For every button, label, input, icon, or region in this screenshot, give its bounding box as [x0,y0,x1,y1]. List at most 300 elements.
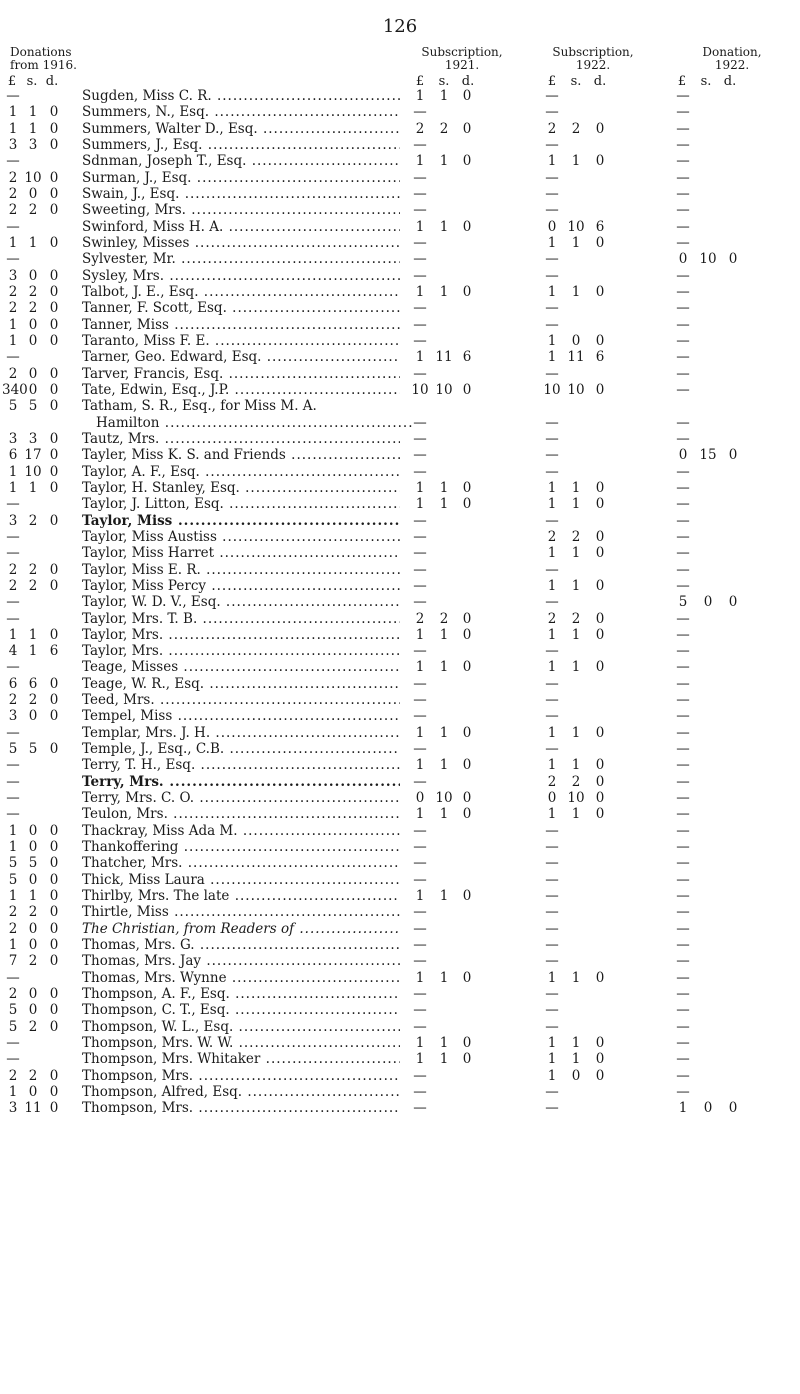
donation-1916-pounds: 2 [8,169,18,186]
subscription-1921-shillings: 1 [439,283,449,300]
subscription-1922-pounds: — [545,594,559,611]
donation-1916-pence: 0 [49,104,59,121]
subscriber-name: Teed, Mrs. ..... [82,692,400,708]
donation-1916-pounds: 7 [8,953,18,970]
subscription-1922-pounds: — [545,986,559,1003]
table-row [0,659,800,675]
subscription-1922-pounds: 1 [547,332,557,349]
subscription-1922-pence: 0 [595,234,605,251]
table-row [0,937,800,953]
subscription-1921-pounds: — [413,300,427,317]
subscription-1922-shillings: 10 [567,218,585,235]
subscription-1922-pence: 0 [595,724,605,741]
donation-1916-pounds: 2 [8,365,18,382]
subscriber-name: Tayler, Miss K. S. and Friends ..... [82,447,400,463]
subscription-1921-shillings: 1 [439,757,449,774]
table-row [0,627,800,643]
table-row [0,594,800,610]
subscriber-name: Swinley, Misses ..... [82,235,400,251]
subscriber-name: Thomas, Mrs. Wynne ..... [82,970,400,986]
subscription-1922-shillings: 2 [571,610,581,627]
donation-1922-pounds: 5 [678,594,688,611]
donation-1916-pence: 0 [49,316,59,333]
subscriber-name: Thompson, Mrs. ..... [82,1068,400,1084]
subscription-1921-pounds: — [413,447,427,464]
table-row [0,855,800,871]
donation-1916-shillings: 0 [28,381,38,398]
donation-1922-pounds: — [676,937,690,954]
subscriber-name: Thackray, Miss Ada M. ..... [82,823,400,839]
subscription-1922-pounds: 1 [547,806,557,823]
subscriber-name: Thick, Miss Laura ..... [82,872,400,888]
donation-1922-pounds: — [676,920,690,937]
subscription-1921-pounds: — [413,365,427,382]
subscription-1921-pounds: — [413,986,427,1003]
donation-1922-pounds: — [676,185,690,202]
table-row [0,529,800,545]
subscription-1922-pounds: 0 [547,790,557,807]
donation-1916-pence: 0 [49,855,59,872]
subscription-1921-pounds: — [413,414,427,431]
donation-1916-pounds: 3 [8,1100,18,1117]
table-row [0,692,800,708]
subscription-1922-pounds: — [545,202,559,219]
subscriber-name: Tarver, Francis, Esq. ..... [82,366,400,382]
donation-1922-pounds: — [676,675,690,692]
header-line: Donation, [702,45,762,59]
donation-1922-pounds: — [676,822,690,839]
table-row [0,806,800,822]
subscriber-name: Summers, N., Esq. ..... [82,104,400,120]
donation-1922-pounds: — [676,316,690,333]
subscription-1921-pence: 0 [462,610,472,627]
subscription-1922-pounds: — [545,708,559,725]
subscription-1922-pence: 0 [595,545,605,562]
table-row [0,153,800,169]
subscription-1921-shillings: 10 [435,381,453,398]
currency-header-sub-1921 [408,74,480,89]
donation-1922-pounds: — [676,479,690,496]
donation-1916-pounds: 2 [8,904,18,921]
subscription-1921-pounds: — [413,855,427,872]
donation-1916-pounds: — [6,496,20,513]
pounds-label: £ [415,74,425,89]
subscription-1921-pounds: 1 [415,659,425,676]
donation-1916-shillings: 0 [28,822,38,839]
shillings-label: s. [438,74,450,89]
donation-1916-pence: 0 [49,447,59,464]
donation-1916-pounds: 1 [8,120,18,137]
donation-1916-shillings: 0 [28,365,38,382]
subscription-1921-pounds: — [413,708,427,725]
subscription-1922-pence: 0 [595,283,605,300]
donation-1922-pounds: — [676,692,690,709]
table-row [0,921,800,937]
donation-1922-pounds: — [676,202,690,219]
subscription-1922-pounds: 1 [547,659,557,676]
subscription-1922-shillings: 1 [571,626,581,643]
subscription-1922-pounds: 1 [547,153,557,170]
subscription-1922-pounds: 1 [547,757,557,774]
donation-1916-pence: 0 [49,741,59,758]
subscription-1922-pounds: — [545,1084,559,1101]
subscription-1922-pence: 0 [595,496,605,513]
subscriber-name: Tempel, Miss ..... [82,708,400,724]
donation-1922-pounds: — [676,626,690,643]
subscription-1922-shillings: 2 [571,120,581,137]
table-row [0,202,800,218]
header-line: 1922. [575,58,611,72]
donation-1916-pence: 0 [49,675,59,692]
donation-1916-shillings: 11 [24,1100,42,1117]
table-row [0,757,800,773]
donation-1916-pounds: 1 [8,937,18,954]
subscription-1922-pounds: — [545,643,559,660]
table-row [0,398,800,414]
donation-1916-shillings: 2 [28,283,38,300]
subscription-1921-pence: 0 [462,659,472,676]
donation-1922-shillings: 0 [703,594,713,611]
donation-1922-pounds: — [676,757,690,774]
donation-1916-pounds: 1 [8,234,18,251]
donation-1922-pounds: — [676,136,690,153]
donation-1916-pence: 0 [49,986,59,1003]
subscription-1921-shillings: 1 [439,1051,449,1068]
subscription-1921-pounds: — [413,1002,427,1019]
table-row [0,1068,800,1084]
subscription-1922-pounds: — [545,169,559,186]
donation-1916-pence: 0 [49,479,59,496]
subscription-1922-pounds: — [545,136,559,153]
subscription-1922-shillings: 1 [571,1035,581,1052]
header-line: 1922. [714,58,750,72]
table-row [0,725,800,741]
subscriber-name: Thompson, Mrs. ..... [82,1100,400,1116]
donation-1916-pounds: 2 [8,920,18,937]
donation-1916-shillings: 1 [28,626,38,643]
shillings-label: s. [26,74,38,89]
subscriber-name: Tanner, Miss ..... [82,317,400,333]
subscription-1921-shillings: 1 [439,153,449,170]
donation-1922-pounds: — [676,986,690,1003]
donation-1922-pounds: — [676,806,690,823]
donation-1922-pounds: — [676,839,690,856]
subscription-1921-pence: 0 [462,153,472,170]
donation-1916-shillings: 0 [28,937,38,954]
subscription-1921-shillings: 1 [439,806,449,823]
shillings-label: s. [700,74,712,89]
subscriber-name: Thirtle, Miss ..... [82,904,400,920]
donation-1916-pence: 0 [49,1002,59,1019]
table-row [0,953,800,969]
donation-1916-shillings: 5 [28,855,38,872]
subscription-1921-shillings: 2 [439,610,449,627]
subscriber-name: Tarner, Geo. Edward, Esq. ..... [82,349,400,365]
subscription-1922-pounds: 1 [547,1035,557,1052]
subscription-1921-pence: 6 [462,349,472,366]
table-row [0,1084,800,1100]
header-donation-1922 [682,46,782,72]
subscriber-name: Terry, Mrs. ..... [82,774,400,790]
donation-1916-pence: 6 [49,643,59,660]
donation-1916-pence: 0 [49,398,59,415]
subscription-1922-pounds: 1 [547,577,557,594]
subscription-1922-pounds: — [545,920,559,937]
table-row [0,986,800,1002]
subscriber-name: Summers, Walter D., Esq. ..... [82,121,400,137]
subscription-1921-shillings: 1 [439,218,449,235]
donation-1916-pounds: — [6,545,20,562]
donation-1916-pounds: 5 [8,855,18,872]
table-row [0,578,800,594]
donation-1922-pounds: — [676,741,690,758]
donation-1916-pounds: 1 [8,822,18,839]
subscription-1922-pence: 6 [595,218,605,235]
subscription-1921-pence: 0 [462,283,472,300]
subscription-1921-pounds: 1 [415,757,425,774]
table-row [0,1019,800,1035]
subscription-1921-pounds: 1 [415,283,425,300]
donation-1916-shillings: 5 [28,398,38,415]
donation-1922-pounds: — [676,430,690,447]
subscription-1922-pounds: — [545,904,559,921]
table-row [0,545,800,561]
donation-1922-pounds: — [676,283,690,300]
table-row [0,1035,800,1051]
subscription-1921-pounds: — [413,839,427,856]
donation-1916-pounds: — [6,790,20,807]
subscription-1922-shillings: 11 [567,349,585,366]
subscription-1921-pounds: — [413,169,427,186]
table-row [0,121,800,137]
subscriber-name: Tanner, F. Scott, Esq. ..... [82,300,400,316]
subscription-1921-pounds: — [413,545,427,562]
subscription-1921-shillings: 1 [439,88,449,104]
donation-1916-pounds: — [6,153,20,170]
subscription-1922-pounds: — [545,692,559,709]
donation-1916-pounds: 1 [8,332,18,349]
subscription-1921-pounds: — [413,937,427,954]
subscription-1921-shillings: 10 [435,790,453,807]
table-row [0,1100,800,1116]
donation-1916-pounds: 6 [8,447,18,464]
donation-1916-shillings: 6 [28,675,38,692]
subscription-1922-shillings: 1 [571,545,581,562]
donation-1916-pence: 0 [49,937,59,954]
donation-1916-pounds: 1 [8,1084,18,1101]
subscription-1921-pounds: 1 [415,496,425,513]
donation-1916-pounds: — [6,659,20,676]
donation-1916-shillings: 3 [28,136,38,153]
donation-1916-pounds: — [6,251,20,268]
subscription-1921-shillings: 1 [439,724,449,741]
donation-1922-pounds: — [676,104,690,121]
subscription-1921-pounds: — [413,773,427,790]
subscription-1922-pounds: — [545,300,559,317]
donation-1922-pounds: — [676,790,690,807]
donation-1922-pounds: — [676,120,690,137]
subscription-1921-pounds: 1 [415,724,425,741]
subscriber-name: Taylor, W. D. V., Esq. ..... [82,594,400,610]
donation-1922-pounds: — [676,888,690,905]
subscriber-name: Taylor, Miss Austiss ..... [82,529,400,545]
subscriber-name: Taylor, Mrs. ..... [82,643,400,659]
subscriber-name: Teulon, Mrs. ..... [82,806,400,822]
donation-1916-shillings: 1 [28,643,38,660]
donation-1916-pence: 0 [49,300,59,317]
subscription-1921-pence: 0 [462,757,472,774]
subscription-1922-pounds: 1 [547,724,557,741]
subscription-1921-pounds: — [413,741,427,758]
subscription-1921-shillings: 1 [439,659,449,676]
subscription-1921-pounds: 2 [415,120,425,137]
subscription-1921-pence: 0 [462,1035,472,1052]
donation-1916-pounds: 5 [8,871,18,888]
donation-1922-pounds: — [676,169,690,186]
donation-1922-pounds: — [676,545,690,562]
subscription-1922-shillings: 1 [571,724,581,741]
table-row [0,643,800,659]
subscription-1921-pounds: — [413,104,427,121]
subscription-1922-pence: 0 [595,969,605,986]
donation-1916-pounds: 4 [8,643,18,660]
table-row [0,300,800,316]
donation-1916-shillings: 0 [28,871,38,888]
donation-1916-pounds: 2 [8,692,18,709]
subscription-1922-pounds: 1 [547,349,557,366]
table-row [0,186,800,202]
subscriber-name: Thompson, Alfred, Esq. ..... [82,1084,400,1100]
table-row [0,676,800,692]
table-row [0,349,800,365]
subscription-1922-pounds: — [545,1002,559,1019]
donation-1916-shillings: 1 [28,120,38,137]
subscriber-name: Sugden, Miss C. R. ..... [82,88,400,104]
subscription-1921-pence: 0 [462,218,472,235]
donation-1922-pounds: — [676,528,690,545]
donation-1922-pounds: — [676,708,690,725]
subscription-1922-pence: 0 [595,577,605,594]
donation-1916-pounds: — [6,969,20,986]
subscription-1921-pence: 0 [462,381,472,398]
table-row [0,170,800,186]
donation-1916-pence: 0 [49,871,59,888]
donation-1916-shillings: 2 [28,953,38,970]
subscription-1921-shillings: 1 [439,888,449,905]
donation-1922-pence: 0 [728,251,738,268]
donation-1916-pounds: 3 [8,512,18,529]
subscription-1921-pence: 0 [462,969,472,986]
subscriber-name: Sweeting, Mrs. ..... [82,202,400,218]
subscriber-name: Taylor, Miss Harret ..... [82,545,400,561]
subscriber-name: Teage, Misses ..... [82,659,400,675]
donation-1922-pounds: — [676,1018,690,1035]
pence-label: d. [723,74,737,89]
subscription-1922-pence: 0 [595,381,605,398]
donation-1916-pence: 0 [49,953,59,970]
subscriber-name: Thompson, Mrs. W. W. ..... [82,1035,400,1051]
subscriber-name: Taylor, Miss E. R. ..... [82,562,400,578]
table-row [0,88,800,104]
donation-1916-pounds: 3 [8,136,18,153]
donation-1922-pounds: — [676,414,690,431]
subscription-1922-pounds: — [545,316,559,333]
donation-1922-pounds: 0 [678,447,688,464]
subscription-1921-pounds: 1 [415,153,425,170]
table-row [0,235,800,251]
subscription-1922-shillings: 1 [571,234,581,251]
pence-label: d. [461,74,475,89]
donation-1922-pounds: — [676,1067,690,1084]
page-number: 126 [382,16,418,37]
subscription-1922-shillings: 10 [567,381,585,398]
donation-1916-pounds: 6 [8,675,18,692]
subscription-1921-shillings: 11 [435,349,453,366]
donation-1922-shillings: 15 [699,447,717,464]
subscription-1921-shillings: 1 [439,1035,449,1052]
subscription-1921-pounds: — [413,822,427,839]
donation-1916-shillings: 0 [28,839,38,856]
donation-1916-pence: 0 [49,234,59,251]
table-row [0,496,800,512]
subscriber-name: Thatcher, Mrs. ..... [82,855,400,871]
table-row [0,1002,800,1018]
table-row [0,284,800,300]
subscriber-name: Thompson, C. T., Esq. ..... [82,1002,400,1018]
subscription-1922-pounds: 1 [547,1051,557,1068]
donation-1922-pounds: — [676,871,690,888]
subscription-1922-pence: 0 [595,1067,605,1084]
subscription-1922-shillings: 1 [571,1051,581,1068]
donation-1916-pounds: 1 [8,626,18,643]
donation-1916-pence: 0 [49,577,59,594]
subscription-1922-pounds: — [545,741,559,758]
subscription-1921-pounds: — [413,692,427,709]
subscriber-name: Taylor, Mrs. ..... [82,627,400,643]
donation-1916-pounds: — [6,757,20,774]
donation-1916-pounds: 2 [8,300,18,317]
donation-1922-pounds: — [676,643,690,660]
donation-1916-shillings: 2 [28,904,38,921]
subscription-1922-shillings: 1 [571,479,581,496]
donation-1922-pounds: — [676,365,690,382]
table-row [0,317,800,333]
subscription-1921-pounds: 1 [415,479,425,496]
header-line: Subscription, [421,45,503,59]
subscription-1921-pounds: — [413,234,427,251]
donation-1916-pounds: 1 [8,888,18,905]
donation-1916-pence: 0 [49,822,59,839]
subscription-1922-pence: 0 [595,528,605,545]
subscription-1922-pounds: — [545,1018,559,1035]
donation-1916-pence: 0 [49,332,59,349]
donation-1916-shillings: 2 [28,561,38,578]
subscriber-name: Thompson, W. L., Esq. ..... [82,1019,400,1035]
subscription-1922-pounds: 1 [547,496,557,513]
subscriber-name: The Christian, from Readers of ..... [82,921,400,937]
donation-1916-pounds: 3 [8,267,18,284]
subscriber-name: Tatham, S. R., Esq., for Miss M. A. [82,398,317,415]
donation-1916-pounds: 2 [8,185,18,202]
donation-1916-pence: 0 [49,120,59,137]
subscription-1921-shillings: 2 [439,120,449,137]
currency-header-donation-1922 [670,74,742,89]
donation-1922-pounds: — [676,463,690,480]
subscription-1922-pence: 0 [595,1035,605,1052]
pence-label: d. [593,74,607,89]
subscriber-name: Temple, J., Esq., C.B. ..... [82,741,400,757]
donation-1916-pounds: 2 [8,202,18,219]
